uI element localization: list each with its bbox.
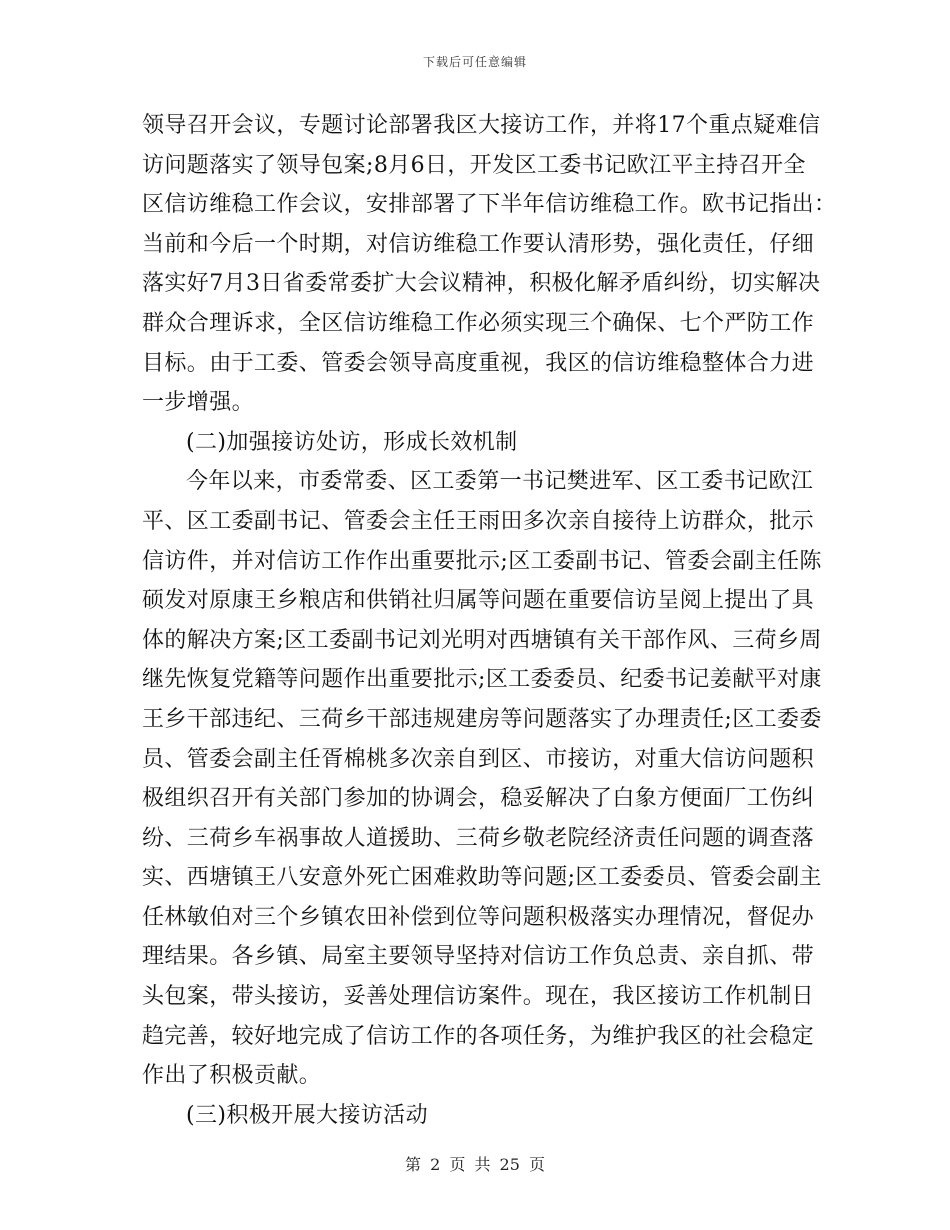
paragraph-line: 今年以来，市委常委、区工委第一书记樊进军、区工委书记欧江 (186, 469, 814, 495)
paragraph-line: 硕发对原康王乡粮店和供销社归属等问题在重要信访呈阅上提出了具 (142, 588, 815, 614)
paragraph-line: 群众合理诉求，全区信访维稳工作必须实现三个确保、七个严防工作 (142, 310, 815, 336)
paragraph-line: 平、区工委副书记、管委会主任王雨田多次亲自接待上访群众，批示 (142, 508, 815, 534)
paragraph-line: 目标。由于工委、管委会领导高度重视，我区的信访维稳整体合力进 (142, 350, 815, 376)
paragraph-line: 作出了积极贡献。 (142, 1063, 322, 1089)
paragraph-line: 继先恢复党籍等问题作出重要批示;区工委委员、纪委书记姜献平对康 (142, 667, 822, 693)
page-number-footer: 第 2 页 共 25 页 (405, 1155, 545, 1174)
paragraph-line: 信访件，并对信访工作作出重要批示;区工委副书记、管委会副主任陈 (142, 548, 822, 574)
paragraph-line: 访问题落实了领导包案;8月6日，开发区工委书记欧江平主持召开全 (142, 152, 806, 178)
paragraph-line: 员、管委会副主任胥棉桃多次亲自到区、市接访，对重大信访问题积 (142, 746, 815, 772)
paragraph-line: 头包案，带头接访，妥善处理信访案件。现在，我区接访工作机制日 (142, 984, 815, 1010)
paragraph-line: 任林敏伯对三个乡镇农田补偿到位等问题积极落实办理情况，督促办 (142, 904, 815, 930)
paragraph-line: 当前和今后一个时期，对信访维稳工作要认清形势，强化责任，仔细 (142, 231, 815, 257)
paragraph-line: 王乡干部违纪、三荷乡干部违规建房等问题落实了办理责任;区工委委 (142, 706, 822, 732)
paragraph-line: 落实好7月3日省委常委扩大会议精神，积极化解矛盾纠纷，切实解决 (142, 271, 821, 297)
document-body (142, 106, 837, 1135)
paragraph-line: 趋完善，较好地完成了信访工作的各项任务，为维护我区的社会稳定 (142, 1023, 815, 1049)
page-header-note: 下载后可任意编辑 (422, 55, 527, 69)
paragraph-line: 区信访维稳工作会议，安排部署了下半年信访维稳工作。欧书记指出： (142, 192, 837, 218)
paragraph-reception-visits (142, 462, 822, 1096)
paragraph-line: 体的解决方案;区工委副书记刘光明对西塘镇有关干部作风、三荷乡周 (142, 627, 822, 653)
section-heading-2: (二)加强接访处访，形成长效机制 (186, 429, 518, 455)
paragraph-leadership-meeting (142, 106, 837, 423)
paragraph-line: 极组织召开有关部门参加的协调会，稳妥解决了白象方便面厂工伤纠 (142, 786, 815, 812)
paragraph-line: 纷、三荷乡车祸事故人道援助、三荷乡敬老院经济责任问题的调查落 (142, 825, 815, 851)
paragraph-line: 一步增强。 (142, 390, 255, 416)
paragraph-line: 实、西塘镇王八安意外死亡困难救助等问题;区工委委员、管委会副主 (142, 865, 822, 891)
paragraph-line: 理结果。各乡镇、局室主要领导坚持对信访工作负总责、亲自抓、带 (142, 944, 815, 970)
paragraph-line: 领导召开会议，专题讨论部署我区大接访工作，并将17个重点疑难信 (142, 113, 821, 138)
section-heading-3: (三)积极开展大接访活动 (186, 1102, 428, 1128)
